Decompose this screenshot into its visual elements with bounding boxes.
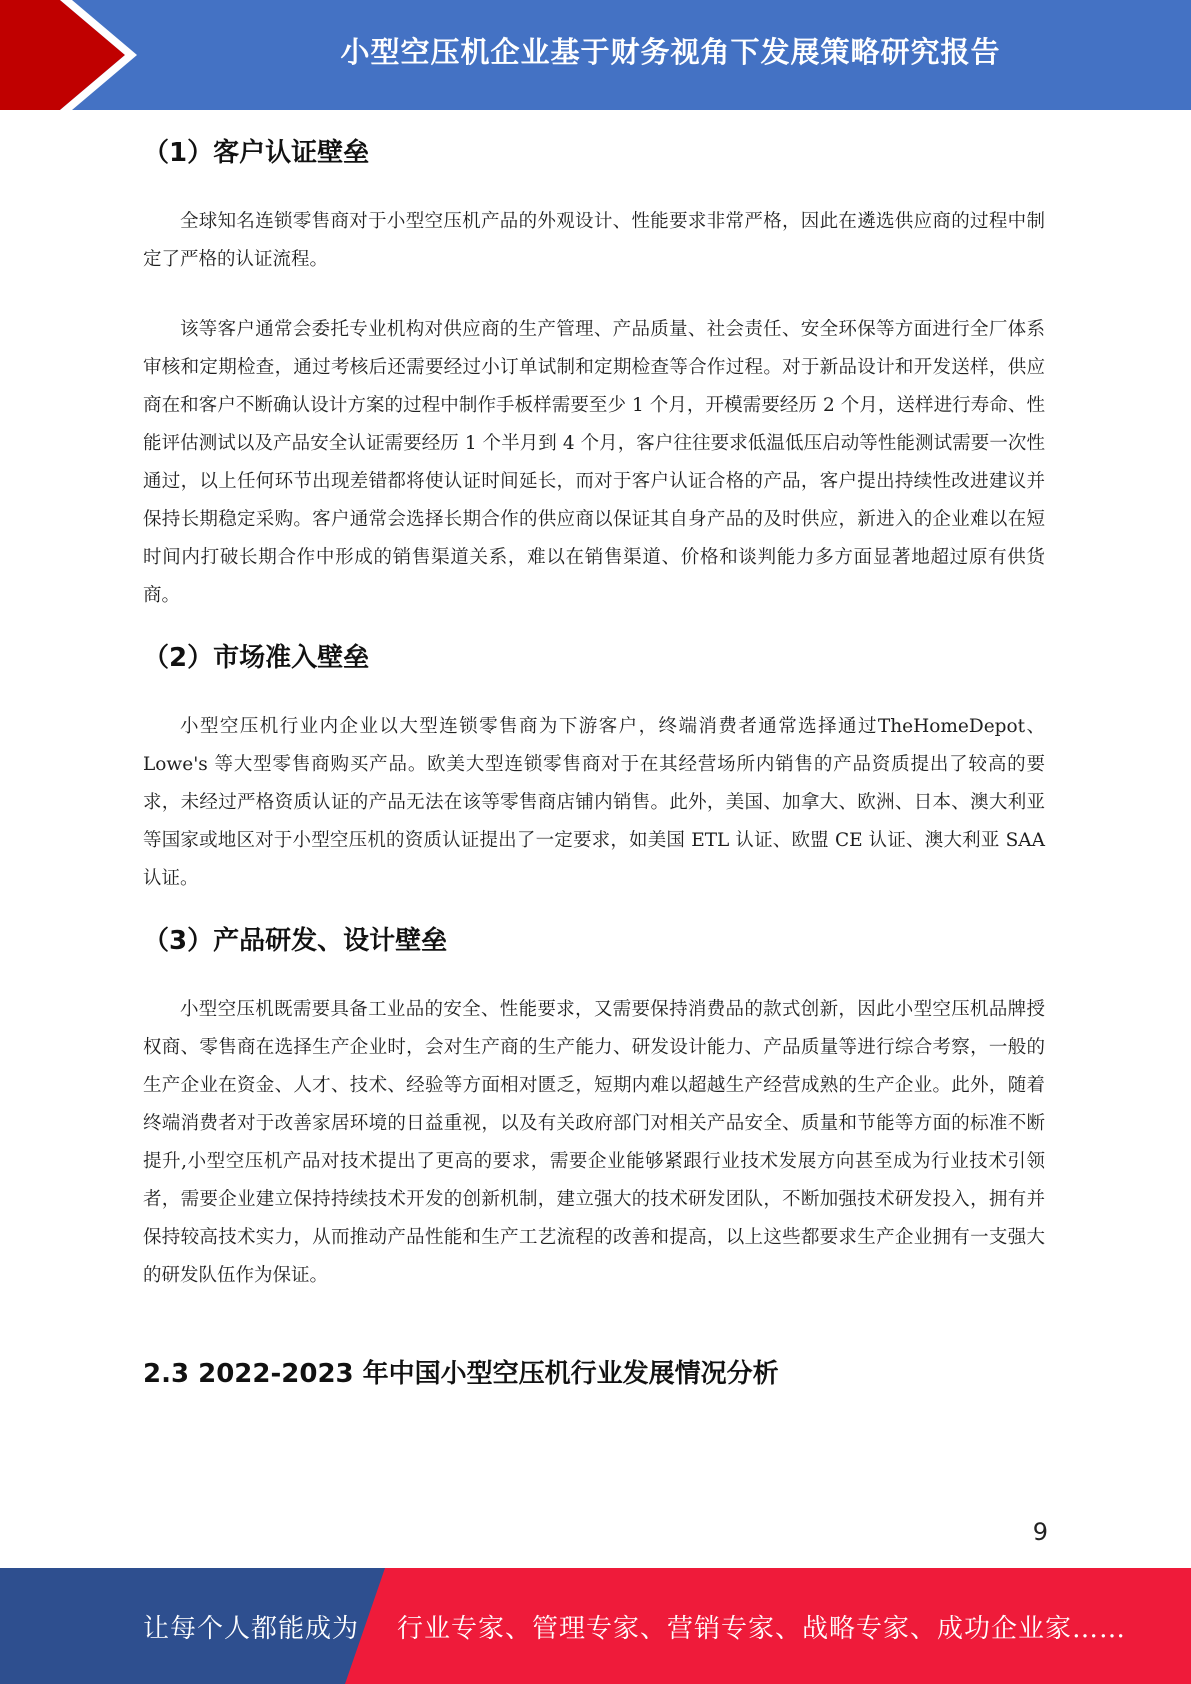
paragraph: 该等客户通常会委托专业机构对供应商的生产管理、产品质量、社会责任、安全环保等方面进行全厂体系审核和定期检查，通过考核后还需要经过小订单试制和定期检查等合作过程。对于新品设计和开发送样，供应商在和客户不断确认设计方案的过程中制作手板样需要至少 1 个月，开模需要经历 2 个月，送样进行寿命、性能评估测试以及产品安全认证需要经历 1 个半月到 4 个月，客户往往要求低温低压启动等性能测试需要一次性通过，以上任何环节出现差错都将使认证时间延长，而对于客户认证合格的产品，客户提出持续性改进建议并保持长期稳定采购。客户通常会选择长期合作的供应商以保证其自身产品的及时供应，新进入的企业难以在短时间内打破长期合作中形成的销售渠道关系，难以在销售渠道、价格和谈判能力多方面显著地超过原有供货商。	[143, 319, 1045, 606]
footer-banner	[0, 1568, 1191, 1684]
report-title: 小型空压机企业基于财务视角下发展策略研究报告	[340, 34, 1001, 69]
section-heading-2-3: 2.3 2022-2023 年中国小型空压机行业发展情况分析	[143, 1359, 779, 1389]
footer-roles: 行业专家、管理专家、营销专家、战略专家、成功企业家……	[397, 1613, 1127, 1644]
page-number: 9	[1032, 1518, 1048, 1546]
section-heading-customer-certification: （1）客户认证壁垒	[143, 138, 370, 168]
paragraph: 小型空压机既需要具备工业品的安全、性能要求，又需要保持消费品的款式创新，因此小型空压机品牌授权商、零售商在选择生产企业时，会对生产商的生产能力、研发设计能力、产品质量等进行综合考察，一般的生产企业在资金、人才、技术、经验等方面相对匮乏，短期内难以超越生产经营成熟的生产企业。此外，随着终端消费者对于改善家居环境的日益重视，以及有关政府部门对相关产品安全、质量和节能等方面的标准不断提升,小型空压机产品对技术提出了更高的要求，需要企业能够紧跟行业技术发展方向甚至成为行业技术引领者，需要企业建立保持持续技术开发的创新机制，建立强大的技术研发团队，不断加强技术研发投入，拥有并保持较高技术实力，从而推动产品性能和生产工艺流程的改善和提高，以上这些都要求生产企业拥有一支强大的研发队伍作为保证。	[143, 999, 1045, 1286]
footer-slogan: 让每个人都能成为	[143, 1613, 360, 1644]
header-banner	[0, 0, 1191, 110]
section-heading-market-access: （2）市场准入壁垒	[143, 643, 370, 673]
main-content	[143, 128, 1045, 1390]
chevron-arrow-icon	[0, 0, 150, 110]
paragraph: 小型空压机行业内企业以大型连锁零售商为下游客户，终端消费者通常选择通过TheHomeDepot、Lowe's 等大型零售商购买产品。欧美大型连锁零售商对于在其经营场所内销售的产品资质提出了较高的要求，未经过严格资质认证的产品无法在该等零售商店铺内销售。此外，美国、加拿大、欧洲、日本、澳大利亚等国家或地区对于小型空压机的资质认证提出了一定要求，如美国 ETL 认证、欧盟 CE 认证、澳大利亚 SAA 认证。	[143, 716, 1045, 889]
section-heading-rd-design: （3）产品研发、设计壁垒	[143, 926, 448, 956]
paragraph: 全球知名连锁零售商对于小型空压机产品的外观设计、性能要求非常严格，因此在遴选供应商的过程中制定了严格的认证流程。	[143, 211, 1045, 270]
